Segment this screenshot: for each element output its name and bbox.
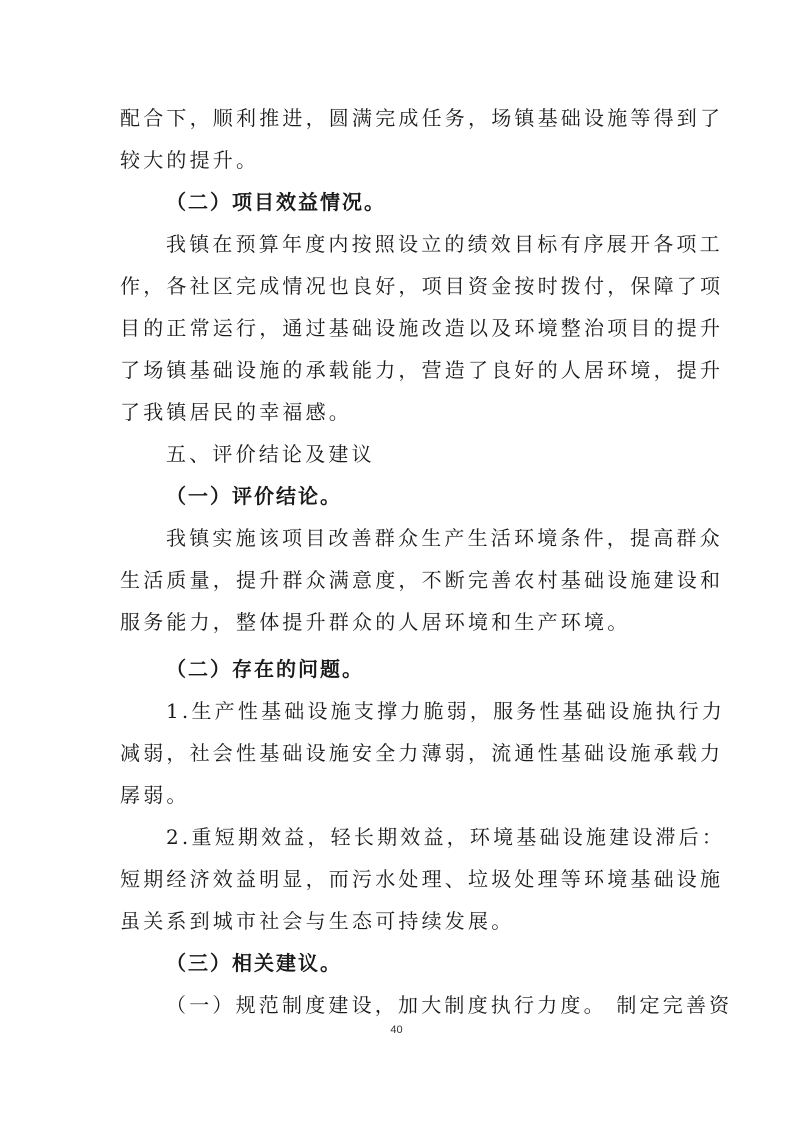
body-text-line: 较大的提升。 [120,148,260,172]
body-text-line: 我镇在预算年度内按照设立的绩效目标有序展开各项工 [166,232,723,256]
body-text-line: 2.重短期效益，轻长期效益，环境基础设施建设滞后： [166,825,726,849]
section-heading: （二）存在的问题。 [166,657,364,681]
body-text-line: 生活质量，提升群众满意度，不断完善农村基础设施建设和 [120,568,724,592]
section-heading: （一）评价结论。 [166,484,342,508]
body-text-line: 了我镇居民的幸福感。 [120,400,352,424]
body-text-line: （一）规范制度建设，加大制度执行力度。 制定完善资 [166,993,733,1017]
body-text-line: 目的正常运行，通过基础设施改造以及环境整治项目的提升 [120,316,724,340]
body-text-line: 作，各社区完成情况也良好，项目资金按时拨付，保障了项 [120,274,724,298]
body-text-line: 了场镇基础设施的承载能力，营造了良好的人居环境，提升 [120,358,724,382]
body-text-line: 孱弱。 [120,783,190,807]
section-heading: （三）相关建议。 [166,951,342,975]
page-number: 40 [390,1024,403,1036]
chapter-heading: 五、评价结论及建议 [166,442,375,466]
body-text-line: 减弱，社会性基础设施安全力薄弱，流通性基础设施承载力 [120,741,724,765]
body-text-line: 虽关系到城市社会与生态可持续发展。 [120,909,515,933]
body-text-line: 1.生产性基础设施支撑力脆弱，服务性基础设施执行力 [166,699,726,723]
section-heading: （二）项目效益情况。 [166,190,386,214]
body-text-line: 服务能力，整体提升群众的人居环境和生产环境。 [120,610,631,634]
body-text-line: 短期经济效益明显，而污水处理、垃圾处理等环境基础设施 [120,867,724,891]
body-text-line: 我镇实施该项目改善群众生产生活环境条件，提高群众 [166,526,723,550]
body-text-line: 配合下，顺利推进，圆满完成任务，场镇基础设施等得到了 [120,106,724,130]
